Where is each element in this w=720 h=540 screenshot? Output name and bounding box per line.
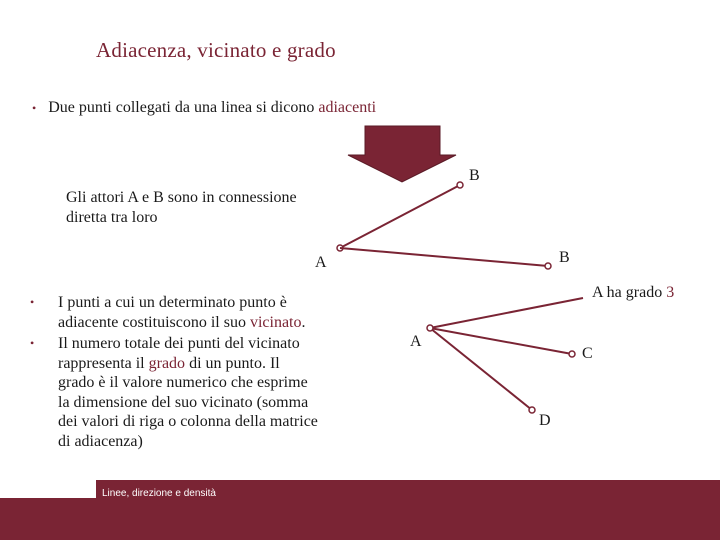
node-b-upper <box>457 182 463 188</box>
footer-notch <box>0 480 96 498</box>
label-a-middle: A <box>315 254 327 271</box>
node-b-lower <box>545 263 551 269</box>
node-d <box>529 407 535 413</box>
grado-value: 3 <box>666 284 675 301</box>
connection-text-line2: diretta tra loro <box>66 209 158 226</box>
degree-line2-prefix: rappresenta il <box>58 354 149 372</box>
down-arrow-icon <box>348 126 456 182</box>
degree-line1: Il numero totale dei punti del vicinato <box>58 335 300 352</box>
bullet-dot-icon: • <box>30 336 35 350</box>
neighborhood-line1: I punti a cui un determinato punto è <box>58 294 287 311</box>
degree-line2 <box>58 354 360 374</box>
edge-a-b-star <box>430 298 583 328</box>
edge-a-b-lower <box>340 248 548 266</box>
footer-label: Linee, direzione e densità <box>102 488 216 499</box>
degree-line4: la dimensione del suo vicinato (somma <box>58 393 309 411</box>
neighborhood-line2-prefix: adiacente costituiscono il suo <box>58 313 250 331</box>
degree-highlight: grado <box>148 354 186 372</box>
edge-a-b-upper <box>340 185 460 248</box>
label-d: D <box>539 412 551 429</box>
bullet-dot-icon: • <box>32 101 37 115</box>
neighborhood-bullets <box>30 293 360 453</box>
bullet-neighborhood <box>30 293 360 332</box>
connection-text-line1: Gli attori A e B sono in connessione <box>66 189 297 206</box>
label-a-right: A <box>410 333 422 350</box>
neighborhood-line2 <box>58 313 360 333</box>
degree-line2-suffix: di un punto. Il <box>185 354 280 372</box>
slide-title: Adiacenza, vicinato e grado <box>96 38 336 62</box>
node-c <box>569 351 575 357</box>
degree-line6: di adiacenza) <box>58 432 143 450</box>
bullet-dot-icon: • <box>30 295 35 309</box>
degree-line5: dei valori di riga o colonna della matrice <box>58 413 318 430</box>
edge-a-d <box>430 328 532 410</box>
bullet-degree <box>30 334 360 451</box>
bullet-adjacent-text: Due punti collegati da una linea si dicono <box>48 99 319 116</box>
edge-a-c <box>430 328 572 354</box>
grado-note <box>592 284 674 302</box>
node-a-star <box>427 325 433 331</box>
neighborhood-highlight: vicinato <box>249 313 302 331</box>
label-b-top: B <box>469 167 480 184</box>
label-c: C <box>582 345 593 362</box>
neighborhood-line2-suffix: . <box>301 313 306 331</box>
grado-note-text: A ha grado <box>592 284 667 301</box>
degree-line3: grado è il valore numerico che esprime <box>58 374 308 391</box>
adjacent-highlight: adiacenti <box>318 99 377 116</box>
label-b-middle: B <box>559 249 570 266</box>
